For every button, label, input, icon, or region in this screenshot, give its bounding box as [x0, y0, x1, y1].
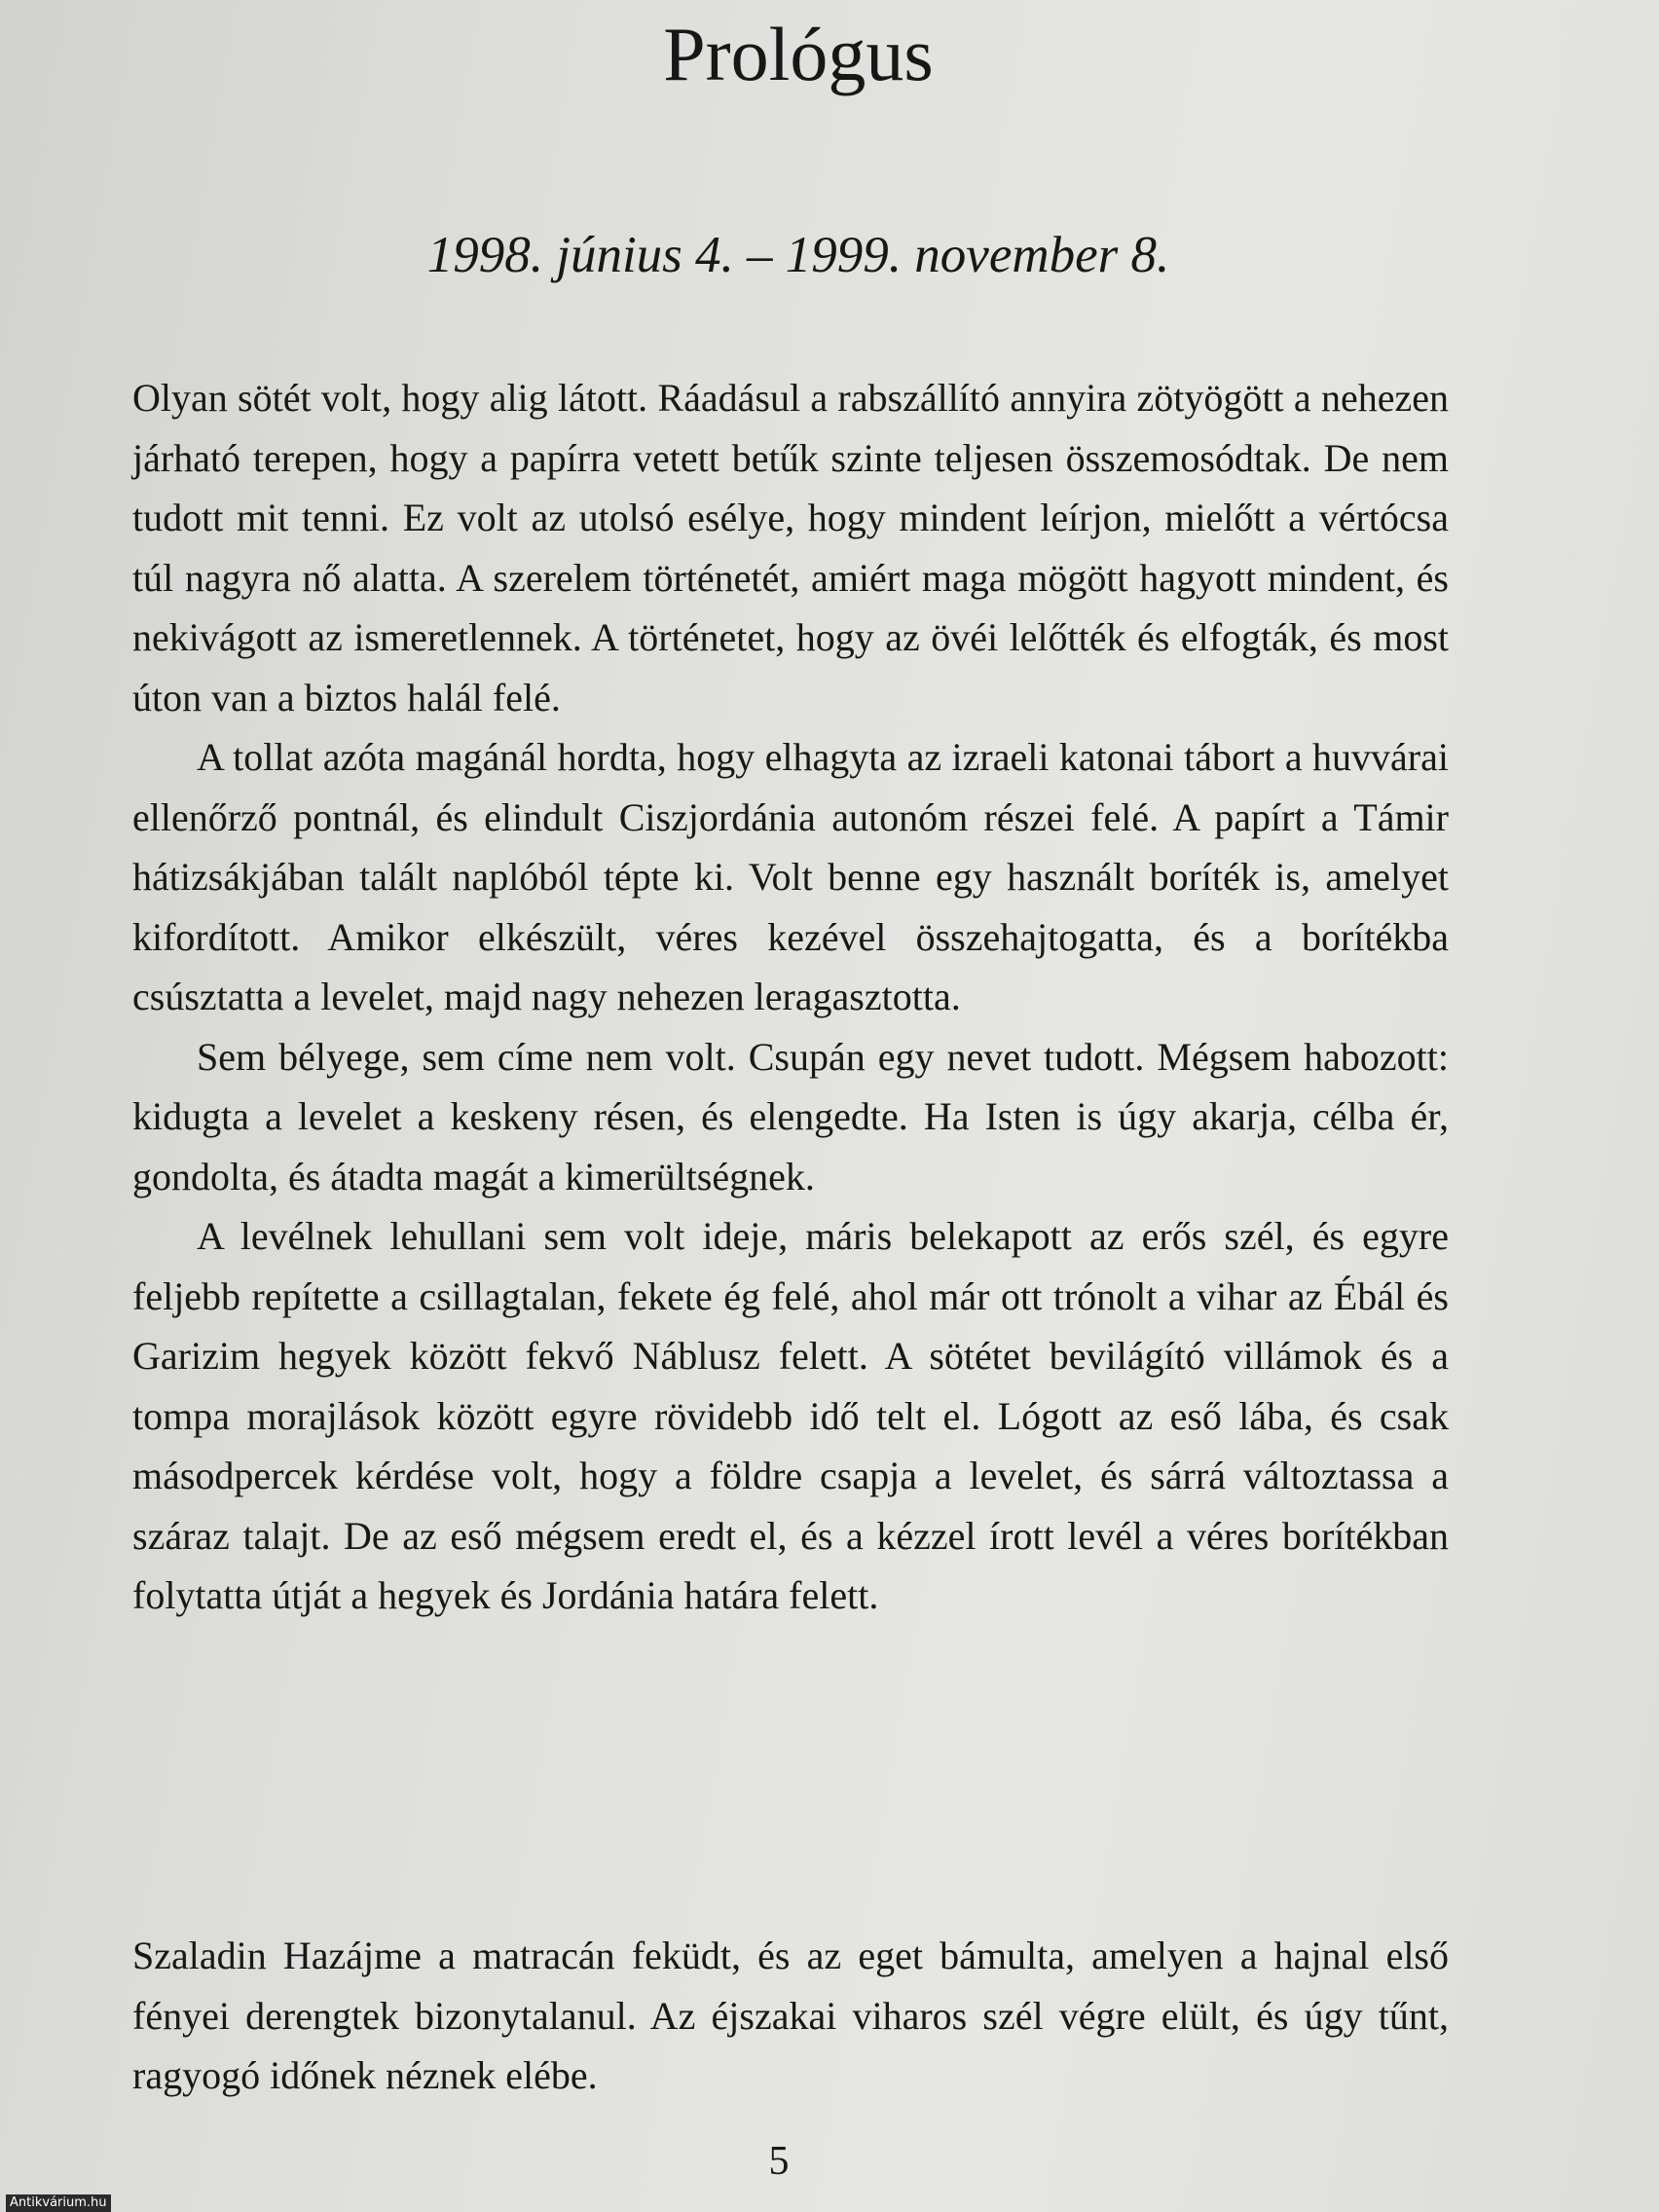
- chapter-title: Prológus: [663, 12, 934, 96]
- text-block-2: [132, 1926, 1449, 2106]
- paragraph: Szaladin Hazájme a matracán feküdt, és az eget bámulta, amelyen a hajnal első fényei derengtek bizonytalanul. Az éjszakai viharos szél végre elült, és úgy tűnt, ragyogó időnek néznek elébe.: [132, 1934, 1449, 2097]
- page-number: 5: [768, 2139, 790, 2184]
- paragraph: A tollat azóta magánál hordta, hogy elhagyta az izraeli katonai tábort a huvvárai ellenőrző pontnál, és elindult Ciszjordánia autonóm részei felé. A papírt a Támir hátizsákjában talált naplóból tépte ki. Volt benne egy használt boríték is, amelyet kifordított. Amikor elkészült, véres kezével összehajtogatta, és a borítékba csúsztatta a levelet, majd nagy nehezen leragasztotta.: [132, 735, 1449, 1018]
- watermark: Antikvárium.hu: [6, 2194, 111, 2212]
- text-block-1: [132, 368, 1449, 1626]
- paragraph: Olyan sötét volt, hogy alig látott. Ráadásul a rabszállító annyira zötyögött a nehezen járható terepen, hogy a papírra vetett betűk szinte teljesen összemosódtak. De nem tudott mit tenni. Ez volt az utolsó esélye, hogy mindent leírjon, mielőtt a vértócsa túl nagyra nő alatta. A szerelem történetét, amiért maga mögött hagyott mindent, és nekivágott az ismeretlennek. A történetet, hogy az övéi lelőtték és elfogták, és most úton van a biztos halál felé.: [132, 376, 1449, 719]
- chapter-date-range: 1998. június 4. – 1999. november 8.: [426, 227, 1170, 283]
- paragraph: A levélnek lehullani sem volt ideje, máris belekapott az erős szél, és egyre feljebb repítette a csillagtalan, fekete ég felé, ahol már ott trónolt a vihar az Ébál és Garizim hegyek között fekvő Náblusz felett. A sötétet bevilágító villámok és a tompa morajlások között egyre rövidebb idő telt el. Lógott az eső lába, és csak másodpercek kérdése volt, hogy a földre csapja a levelet, és sárrá változtassa a száraz talajt. De az eső mégsem eredt el, és a kézzel írott levél a véres borítékban folytatta útját a hegyek és Jordánia határa felett.: [132, 1214, 1449, 1617]
- paragraph: Sem bélyege, sem címe nem volt. Csupán egy nevet tudott. Mégsem habozott: kidugta a levelet a keskeny résen, és elengedte. Ha Isten is úgy akarja, célba ér, gondolta, és átadta magát a kimerültségnek.: [132, 1034, 1449, 1198]
